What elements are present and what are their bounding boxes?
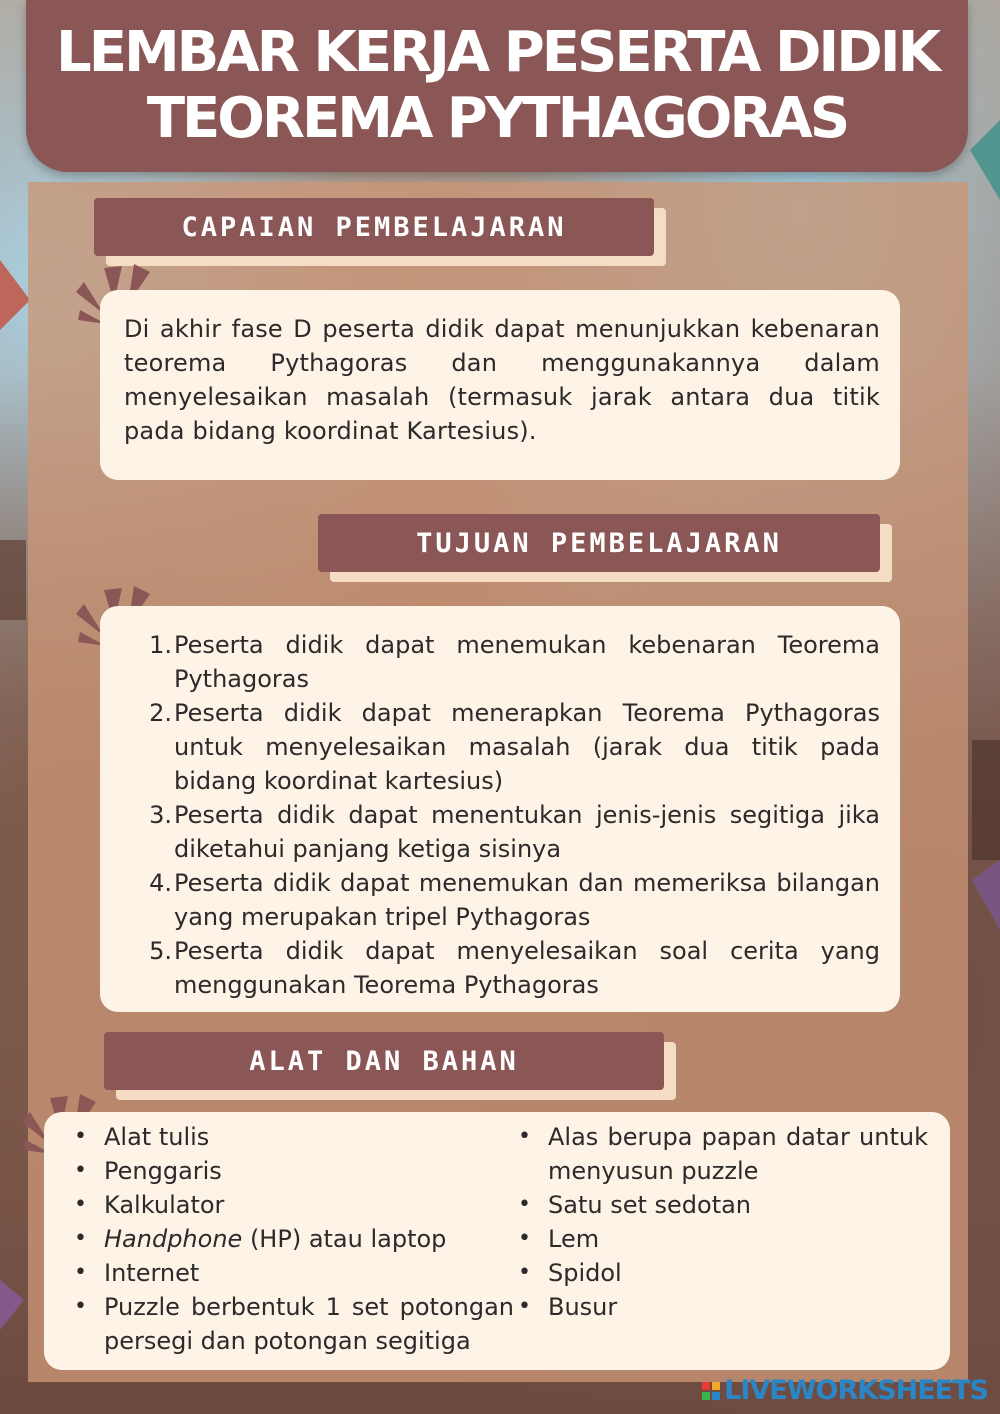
bullet: • <box>518 1124 531 1149</box>
list-number: 5. <box>149 937 172 965</box>
bullet: • <box>74 1192 87 1217</box>
list-item <box>74 1188 514 1222</box>
alat-banner <box>104 1032 664 1090</box>
list-text: Puzzle berbentuk 1 set potongan persegi dan potongan segitiga <box>104 1293 514 1355</box>
list-text: Satu set sedotan <box>548 1191 752 1219</box>
list-item <box>144 866 880 934</box>
list-item <box>518 1120 928 1188</box>
watermark-text: LIVEWORKSHEETS <box>724 1375 988 1406</box>
list-text: Peserta didik dapat menentukan jenis-jenis segitiga jika diketahui panjang ketiga sisinya <box>174 801 880 863</box>
list-number: 1. <box>149 631 172 659</box>
list-text: Peserta didik dapat menyelesaikan soal cerita yang menggunakan Teorema Pythagoras <box>174 937 880 999</box>
list-text: Peserta didik dapat menemukan dan memeriksa bilangan yang merupakan tripel Pythagoras <box>174 869 880 931</box>
bullet: • <box>518 1260 531 1285</box>
list-text: Kalkulator <box>104 1191 225 1219</box>
list-item <box>518 1256 928 1290</box>
alat-title: ALAT DAN BAHAN <box>104 1032 664 1090</box>
bullet: • <box>74 1124 87 1149</box>
header-title-line2: TEOREMA PYTHAGORAS <box>146 86 848 151</box>
list-text: Lem <box>548 1225 600 1253</box>
list-item <box>144 628 880 696</box>
capaian-title: CAPAIAN PEMBELAJARAN <box>94 198 654 256</box>
list-text: Spidol <box>548 1259 622 1287</box>
italic-text: Handphone <box>104 1225 243 1253</box>
alat-card <box>44 1112 950 1370</box>
list-text <box>104 1222 514 1256</box>
list-number: 3. <box>149 801 172 829</box>
list-number: 2. <box>149 699 172 727</box>
list-item <box>74 1222 514 1256</box>
bullet: • <box>518 1192 531 1217</box>
liveworksheets-watermark[interactable] <box>702 1375 988 1406</box>
capaian-banner <box>94 198 654 256</box>
list-item <box>74 1154 514 1188</box>
list-item <box>518 1222 928 1256</box>
tujuan-title: TUJUAN PEMBELAJARAN <box>318 514 880 572</box>
page-header <box>26 0 968 172</box>
list-text: Alas berupa papan datar untuk menyusun puzzle <box>548 1123 928 1185</box>
list-text: Penggaris <box>104 1157 222 1185</box>
liveworksheets-logo-icon <box>702 1382 720 1400</box>
list-item <box>74 1256 514 1290</box>
logo-square <box>712 1392 720 1400</box>
list-item <box>144 696 880 798</box>
list-item <box>144 798 880 866</box>
list-item <box>74 1290 514 1358</box>
bullet: • <box>518 1294 531 1319</box>
header-title-line1: LEMBAR KERJA PESERTA DIDIK <box>56 20 938 85</box>
alat-right-column <box>518 1120 928 1370</box>
capaian-card <box>100 290 900 480</box>
bullet: • <box>74 1226 87 1251</box>
list-item <box>74 1120 514 1154</box>
tujuan-banner <box>318 514 880 572</box>
bullet: • <box>518 1226 531 1251</box>
alat-left-column <box>74 1120 514 1370</box>
tujuan-card <box>100 606 900 1012</box>
list-text: Busur <box>548 1293 618 1321</box>
list-item <box>144 934 880 1002</box>
bullet: • <box>74 1294 87 1319</box>
list-item <box>518 1188 928 1222</box>
list-text: Alat tulis <box>104 1123 210 1151</box>
list-text: Internet <box>104 1259 200 1287</box>
bullet: • <box>74 1158 87 1183</box>
list-number: 4. <box>149 869 172 897</box>
logo-square <box>712 1382 720 1390</box>
logo-square <box>702 1392 710 1400</box>
list-text: Peserta didik dapat menemukan kebenaran Teorema Pythagoras <box>174 631 880 693</box>
logo-square <box>702 1382 710 1390</box>
list-text: Peserta didik dapat menerapkan Teorema Pythagoras untuk menyelesaikan masalah (jarak dua titik pada bidang koordinat kartesius) <box>174 699 880 795</box>
bullet: • <box>74 1260 87 1285</box>
list-text-rest: (HP) atau laptop <box>242 1225 447 1253</box>
list-item <box>518 1290 928 1324</box>
capaian-text: Di akhir fase D peserta didik dapat menunjukkan kebenaran teorema Pythagoras dan menggunakannya dalam menyelesaikan masalah (termasuk jarak antara dua titik pada bidang koordinat Kartesius). <box>124 315 880 445</box>
